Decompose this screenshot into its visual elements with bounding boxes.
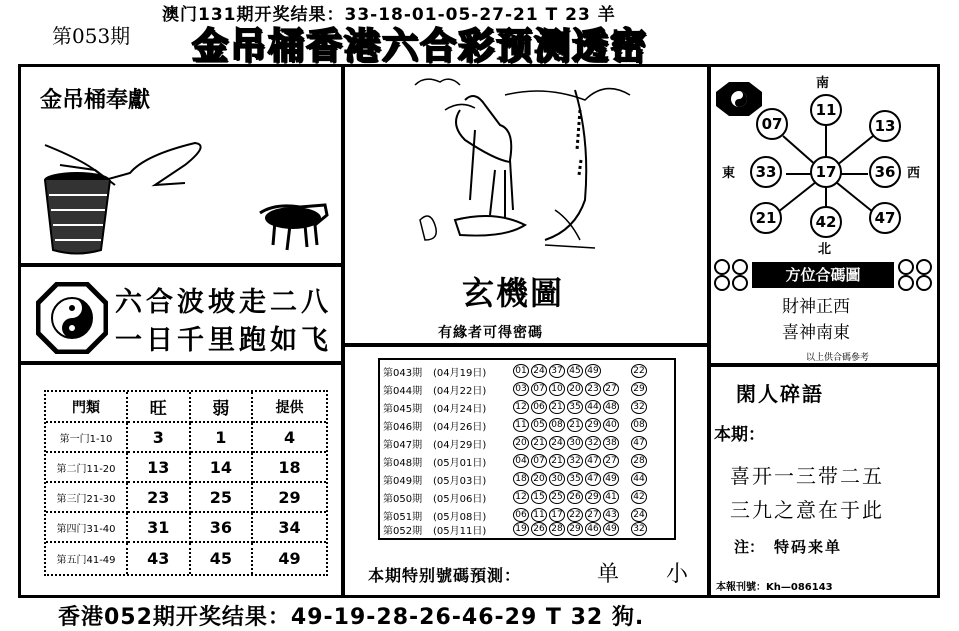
history-ball: 17: [549, 508, 565, 522]
issue-number: 第053期: [52, 24, 131, 48]
compass-west: 西: [907, 166, 921, 181]
top-result: 澳门131期开奖结果：33-18-01-05-27-21 T 23 羊: [162, 5, 616, 25]
history-date: (04月29日): [433, 439, 487, 451]
compass-num: 13: [869, 110, 901, 142]
history-special: 44: [631, 472, 647, 486]
compass-north: 北: [818, 242, 832, 257]
center-title: 玄機圖: [462, 274, 565, 312]
center-subtitle: 有緣者可得密碼: [438, 325, 543, 341]
notes-line-2: 三九之意在于此: [730, 498, 884, 522]
history-row: [383, 489, 673, 505]
gate-row-wang: 43: [127, 542, 190, 574]
compass-num: 42: [810, 206, 842, 238]
gate-row-wang: 31: [127, 512, 190, 542]
gate-header-wang: 旺: [127, 392, 190, 422]
history-ball: 40: [603, 418, 619, 432]
predict-label: 本期特别號碼預測：: [368, 566, 522, 585]
history-date: (04月24日): [433, 403, 487, 415]
gate-row-label: 第五门41-49: [46, 542, 127, 574]
poem-line-2: 一日千里跑如飞: [115, 325, 332, 356]
gate-row-ruo: 1: [190, 422, 253, 452]
history-ball: 27: [603, 454, 619, 468]
history-ball: 04: [513, 454, 529, 468]
history-ball: 11: [513, 418, 529, 432]
history-date: (04月19日): [433, 367, 487, 379]
history-ball: 20: [531, 472, 547, 486]
history-ball: 21: [567, 418, 583, 432]
history-row: [383, 399, 673, 415]
history-special: 24: [631, 508, 647, 522]
history-date: (05月11日): [433, 525, 487, 537]
history-ball: 07: [531, 382, 547, 396]
left-top-label: 金吊桶奉獻: [40, 88, 151, 113]
history-row: [383, 417, 673, 433]
gate-row-tigong: 4: [252, 422, 326, 452]
notes-label: 本期：: [714, 425, 765, 445]
gate-row-ruo: 25: [190, 482, 253, 512]
history-issue: 第043期: [383, 367, 423, 379]
history-ball: 24: [531, 364, 547, 378]
notes-note-text: 特码来单: [774, 538, 843, 556]
gate-row-label: 第三门21-30: [46, 482, 127, 512]
history-ball: 21: [531, 436, 547, 450]
history-row: [383, 435, 673, 451]
history-ball: 29: [567, 522, 583, 536]
history-ball: 45: [567, 364, 583, 378]
history-date: (05月03日): [433, 475, 487, 487]
history-row: [383, 381, 673, 397]
bucket-illustration: [35, 125, 335, 260]
history-ball: 49: [603, 472, 619, 486]
history-ball: 20: [567, 382, 583, 396]
history-ball: 18: [513, 472, 529, 486]
history-issue: 第050期: [383, 493, 423, 505]
history-ball: 26: [567, 490, 583, 504]
flower-ornament-right: [896, 258, 936, 292]
bagua-small-icon: [714, 80, 764, 118]
history-ball: 37: [549, 364, 565, 378]
publication-number: 本報刊號：Kh—086143: [716, 582, 833, 593]
history-row: [383, 453, 673, 469]
page-title: 金吊桶香港六合彩预测透密: [192, 26, 649, 67]
history-ball: 27: [603, 382, 619, 396]
history-special: 47: [631, 436, 647, 450]
compass-center: 17: [810, 156, 842, 188]
history-ball: 47: [585, 472, 601, 486]
poem-line-1: 六合波坡走二八: [115, 287, 332, 318]
compass-num: 21: [750, 202, 782, 234]
gate-row-ruo: 45: [190, 542, 253, 574]
history-issue: 第047期: [383, 439, 423, 451]
history-ball: 12: [513, 490, 529, 504]
history-ball: 32: [567, 454, 583, 468]
history-row: [383, 363, 673, 379]
history-special: 32: [631, 400, 647, 414]
history-ball: 47: [585, 454, 601, 468]
history-ball: 27: [585, 508, 601, 522]
history-issue: 第051期: [383, 511, 423, 523]
compass-east: 東: [722, 166, 736, 181]
gate-row-tigong: 18: [252, 452, 326, 482]
history-row: [383, 471, 673, 487]
history-issue: 第045期: [383, 403, 423, 415]
compass-num: 11: [810, 94, 842, 126]
notes-line-1: 喜开一三带二五: [730, 464, 884, 488]
history-ball: 24: [549, 436, 565, 450]
flower-ornament-left: [712, 258, 752, 292]
history-ball: 25: [549, 490, 565, 504]
history-row: [383, 521, 673, 537]
history-ball: 29: [585, 418, 601, 432]
compass-box-title: 方位合碼圖: [752, 262, 894, 288]
history-ball: 06: [531, 400, 547, 414]
history-ball: 30: [567, 436, 583, 450]
compass-num: 33: [750, 156, 782, 188]
notes-note-label: 注：: [734, 538, 765, 556]
history-ball: 30: [549, 472, 565, 486]
gate-table: [44, 390, 328, 576]
gate-row-label: 第四门31-40: [46, 512, 127, 542]
history-ball: 49: [603, 522, 619, 536]
history-date: (05月08日): [433, 511, 487, 523]
history-ball: 22: [567, 508, 583, 522]
predict-value-odd: 单: [597, 562, 620, 587]
gate-row-tigong: 49: [278, 549, 301, 568]
gate-header-tigong: 提供: [252, 392, 326, 422]
history-issue: 第044期: [383, 385, 423, 397]
gate-row-wang: 3: [127, 422, 190, 452]
history-ball: 01: [513, 364, 529, 378]
history-ball: 21: [549, 454, 565, 468]
history-ball: 44: [585, 400, 601, 414]
goat-illustration: [405, 70, 645, 260]
gate-row-label: 第二门11-20: [46, 452, 127, 482]
history-date: (05月01日): [433, 457, 487, 469]
compass-num: 07: [756, 108, 788, 140]
gate-row-wang: 13: [127, 452, 190, 482]
history-issue: 第049期: [383, 475, 423, 487]
history-ball: 28: [549, 522, 565, 536]
compass-south: 南: [816, 76, 830, 91]
history-ball: 26: [531, 522, 547, 536]
compass-line-2: 喜神南東: [782, 323, 850, 343]
compass-line-1: 財神正西: [782, 297, 850, 317]
history-ball: 23: [585, 382, 601, 396]
history-issue: 第046期: [383, 421, 423, 433]
history-ball: 48: [603, 400, 619, 414]
compass-num: 47: [869, 202, 901, 234]
history-ball: 20: [513, 436, 529, 450]
history-special: 22: [631, 364, 647, 378]
history-date: (05月06日): [433, 493, 487, 505]
gate-row-ruo: 14: [190, 452, 253, 482]
gate-row-tigong: 29: [252, 482, 326, 512]
history-special: 29: [631, 382, 647, 396]
history-ball: 29: [585, 490, 601, 504]
history-ball: 05: [531, 418, 547, 432]
history-ball: 15: [531, 490, 547, 504]
gate-row-label: 第一门1-10: [46, 422, 127, 452]
compass-num: 36: [869, 156, 901, 188]
gate-row-tigong: 34: [252, 512, 326, 542]
history-ball: 21: [549, 400, 565, 414]
history-ball: 35: [567, 472, 583, 486]
history-date: (04月22日): [433, 385, 487, 397]
history-issue: 第048期: [383, 457, 423, 469]
history-ball: 38: [603, 436, 619, 450]
gate-header-type: 門類: [46, 392, 127, 422]
history-ball: 46: [585, 522, 601, 536]
gate-row-wang: 23: [127, 482, 190, 512]
history-ball: 07: [531, 454, 547, 468]
history-ball: 41: [603, 490, 619, 504]
history-ball: 08: [549, 418, 565, 432]
history-ball: 03: [513, 382, 529, 396]
history-ball: 35: [567, 400, 583, 414]
gate-row-ruo: 36: [190, 512, 253, 542]
compass-note: 以上供合碼參考: [806, 353, 870, 363]
history-ball: 49: [585, 364, 601, 378]
history-ball: 12: [513, 400, 529, 414]
history-issue: 第052期: [383, 525, 423, 537]
predict-value-small: 小: [666, 562, 689, 587]
history-ball: 06: [513, 508, 529, 522]
notes-title: 閑人碎語: [736, 382, 824, 406]
history-ball: 32: [585, 436, 601, 450]
gate-header-ruo: 弱: [190, 392, 253, 422]
history-ball: 43: [603, 508, 619, 522]
history-special: 32: [631, 522, 647, 536]
history-special: 28: [631, 454, 647, 468]
history-ball: 19: [513, 522, 529, 536]
footer-result: 香港052期开奖结果：49-19-28-26-46-29 T 32 狗.: [58, 605, 645, 630]
history-special: 08: [631, 418, 647, 432]
history-date: (04月26日): [433, 421, 487, 433]
bagua-icon: [36, 282, 108, 354]
history-ball: 11: [531, 508, 547, 522]
history-special: 42: [631, 490, 647, 504]
history-ball: 10: [549, 382, 565, 396]
